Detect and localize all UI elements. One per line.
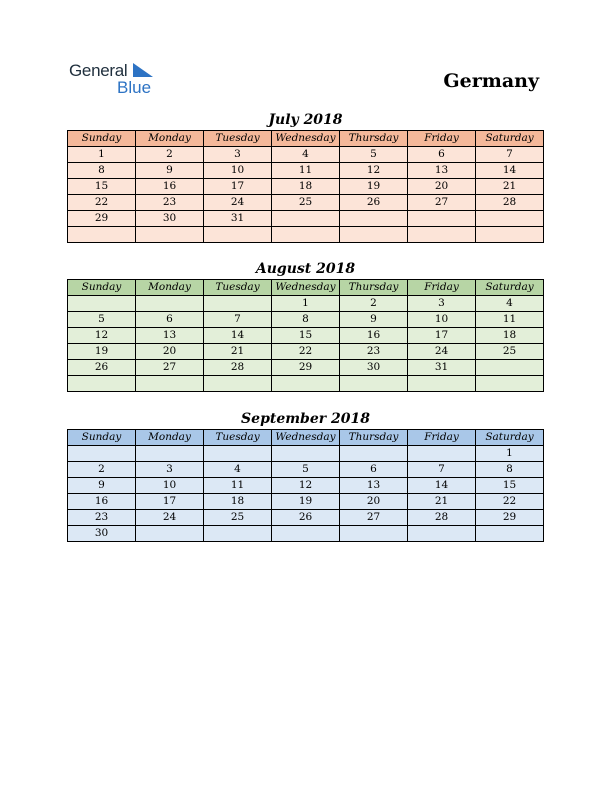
weekday-header: Friday: [408, 430, 476, 446]
weekday-header: Saturday: [476, 430, 544, 446]
week-row: [68, 312, 544, 328]
weekday-header: Wednesday: [272, 131, 340, 147]
day-cell: [136, 526, 204, 542]
day-cell: 2: [68, 462, 136, 478]
day-cell: 2: [136, 147, 204, 163]
day-cell: [408, 376, 476, 392]
day-cell: [408, 526, 476, 542]
weekday-header: Monday: [136, 430, 204, 446]
day-cell: 30: [68, 526, 136, 542]
day-cell: 23: [340, 344, 408, 360]
day-cell: 17: [136, 494, 204, 510]
day-cell: [272, 211, 340, 227]
day-cell: 5: [272, 462, 340, 478]
day-cell: 14: [408, 478, 476, 494]
day-cell: 7: [204, 312, 272, 328]
day-cell: [136, 227, 204, 243]
day-cell: [272, 376, 340, 392]
day-cell: [408, 227, 476, 243]
day-cell: 7: [476, 147, 544, 163]
day-cell: 9: [68, 478, 136, 494]
day-cell: [476, 360, 544, 376]
day-cell: 14: [204, 328, 272, 344]
day-cell: 17: [204, 179, 272, 195]
day-cell: [408, 211, 476, 227]
day-cell: 5: [68, 312, 136, 328]
day-cell: 24: [204, 195, 272, 211]
day-cell: 12: [340, 163, 408, 179]
day-cell: 28: [204, 360, 272, 376]
day-cell: [340, 446, 408, 462]
day-cell: [68, 227, 136, 243]
week-row: [68, 147, 544, 163]
week-row: [68, 360, 544, 376]
day-cell: 20: [136, 344, 204, 360]
day-cell: 25: [476, 344, 544, 360]
week-row: [68, 494, 544, 510]
month-july: [67, 111, 544, 243]
logo-flag-icon: [133, 63, 153, 77]
day-cell: 29: [68, 211, 136, 227]
day-cell: 26: [340, 195, 408, 211]
day-cell: 23: [68, 510, 136, 526]
day-cell: [204, 227, 272, 243]
day-cell: 8: [68, 163, 136, 179]
week-row: [68, 179, 544, 195]
day-cell: [68, 446, 136, 462]
day-cell: 19: [68, 344, 136, 360]
day-cell: 9: [340, 312, 408, 328]
calendar-table: [67, 429, 544, 542]
day-cell: 10: [204, 163, 272, 179]
day-cell: 20: [408, 179, 476, 195]
day-cell: 6: [408, 147, 476, 163]
month-august: [67, 260, 544, 392]
day-cell: 27: [340, 510, 408, 526]
day-cell: 17: [408, 328, 476, 344]
day-cell: 7: [408, 462, 476, 478]
week-row: [68, 195, 544, 211]
day-cell: 22: [68, 195, 136, 211]
weekday-header: Wednesday: [272, 430, 340, 446]
weekday-header-row: [68, 280, 544, 296]
day-cell: 15: [476, 478, 544, 494]
day-cell: 6: [136, 312, 204, 328]
weekday-header: Tuesday: [204, 131, 272, 147]
day-cell: [204, 296, 272, 312]
day-cell: 3: [204, 147, 272, 163]
day-cell: 10: [136, 478, 204, 494]
weekday-header: Saturday: [476, 131, 544, 147]
day-cell: 9: [136, 163, 204, 179]
day-cell: 18: [204, 494, 272, 510]
week-row: [68, 344, 544, 360]
day-cell: [340, 211, 408, 227]
weekday-header: Tuesday: [204, 430, 272, 446]
day-cell: 15: [272, 328, 340, 344]
day-cell: [136, 376, 204, 392]
week-row: [68, 328, 544, 344]
day-cell: 31: [408, 360, 476, 376]
day-cell: [476, 376, 544, 392]
day-cell: [340, 526, 408, 542]
day-cell: 11: [272, 163, 340, 179]
day-cell: 18: [476, 328, 544, 344]
weekday-header: Thursday: [340, 430, 408, 446]
day-cell: 28: [476, 195, 544, 211]
weekday-header: Sunday: [68, 430, 136, 446]
day-cell: 3: [136, 462, 204, 478]
weekday-header: Thursday: [340, 131, 408, 147]
weekday-header: Monday: [136, 131, 204, 147]
day-cell: 21: [476, 179, 544, 195]
day-cell: [68, 296, 136, 312]
day-cell: 22: [272, 344, 340, 360]
logo-text-blue: Blue: [117, 78, 152, 97]
week-row: [68, 163, 544, 179]
weekday-header-row: [68, 131, 544, 147]
day-cell: 13: [408, 163, 476, 179]
weekday-header: Wednesday: [272, 280, 340, 296]
day-cell: 14: [476, 163, 544, 179]
day-cell: 25: [204, 510, 272, 526]
day-cell: [408, 446, 476, 462]
day-cell: [272, 446, 340, 462]
day-cell: 25: [272, 195, 340, 211]
day-cell: 16: [340, 328, 408, 344]
weekday-header: Monday: [136, 280, 204, 296]
day-cell: [136, 296, 204, 312]
weekday-header: Friday: [408, 131, 476, 147]
day-cell: 13: [340, 478, 408, 494]
day-cell: [272, 526, 340, 542]
day-cell: [272, 227, 340, 243]
day-cell: 19: [340, 179, 408, 195]
day-cell: 21: [204, 344, 272, 360]
day-cell: 13: [136, 328, 204, 344]
day-cell: 16: [136, 179, 204, 195]
day-cell: 21: [408, 494, 476, 510]
week-row: [68, 446, 544, 462]
calendar-table: [67, 279, 544, 392]
day-cell: 4: [204, 462, 272, 478]
week-row: [68, 526, 544, 542]
day-cell: 30: [136, 211, 204, 227]
month-september: [67, 410, 544, 542]
day-cell: [68, 376, 136, 392]
day-cell: 12: [68, 328, 136, 344]
day-cell: 1: [68, 147, 136, 163]
day-cell: 4: [476, 296, 544, 312]
day-cell: 22: [476, 494, 544, 510]
day-cell: 12: [272, 478, 340, 494]
day-cell: 4: [272, 147, 340, 163]
day-cell: 10: [408, 312, 476, 328]
day-cell: 3: [408, 296, 476, 312]
day-cell: [204, 446, 272, 462]
day-cell: 1: [476, 446, 544, 462]
week-row: [68, 510, 544, 526]
day-cell: 27: [408, 195, 476, 211]
weekday-header: Saturday: [476, 280, 544, 296]
day-cell: 15: [68, 179, 136, 195]
day-cell: 29: [272, 360, 340, 376]
day-cell: 2: [340, 296, 408, 312]
week-row: [68, 478, 544, 494]
day-cell: 6: [340, 462, 408, 478]
day-cell: 8: [476, 462, 544, 478]
day-cell: [476, 211, 544, 227]
week-row: [68, 296, 544, 312]
day-cell: 26: [272, 510, 340, 526]
day-cell: 11: [204, 478, 272, 494]
day-cell: 30: [340, 360, 408, 376]
day-cell: 19: [272, 494, 340, 510]
day-cell: 8: [272, 312, 340, 328]
day-cell: [204, 376, 272, 392]
day-cell: 20: [340, 494, 408, 510]
week-row: [68, 211, 544, 227]
logo-text-general: General: [69, 61, 128, 80]
weekday-header: Thursday: [340, 280, 408, 296]
day-cell: 27: [136, 360, 204, 376]
day-cell: 24: [136, 510, 204, 526]
day-cell: 31: [204, 211, 272, 227]
day-cell: [476, 227, 544, 243]
day-cell: 23: [136, 195, 204, 211]
day-cell: [340, 376, 408, 392]
day-cell: 16: [68, 494, 136, 510]
day-cell: [340, 227, 408, 243]
month-title: July 2018: [268, 112, 343, 128]
logo: [69, 61, 169, 97]
day-cell: [476, 526, 544, 542]
month-title: September 2018: [241, 411, 370, 427]
week-row: [68, 227, 544, 243]
month-title: August 2018: [255, 261, 356, 277]
week-row: [68, 462, 544, 478]
calendar-table: [67, 130, 544, 243]
day-cell: 29: [476, 510, 544, 526]
day-cell: 18: [272, 179, 340, 195]
day-cell: 28: [408, 510, 476, 526]
day-cell: 11: [476, 312, 544, 328]
weekday-header: Friday: [408, 280, 476, 296]
weekday-header: Tuesday: [204, 280, 272, 296]
day-cell: 5: [340, 147, 408, 163]
weekday-header: Sunday: [68, 131, 136, 147]
day-cell: 24: [408, 344, 476, 360]
day-cell: 1: [272, 296, 340, 312]
weekday-header: Sunday: [68, 280, 136, 296]
week-row: [68, 376, 544, 392]
day-cell: [204, 526, 272, 542]
country-title: Germany: [443, 70, 539, 92]
day-cell: [136, 446, 204, 462]
weekday-header-row: [68, 430, 544, 446]
day-cell: 26: [68, 360, 136, 376]
